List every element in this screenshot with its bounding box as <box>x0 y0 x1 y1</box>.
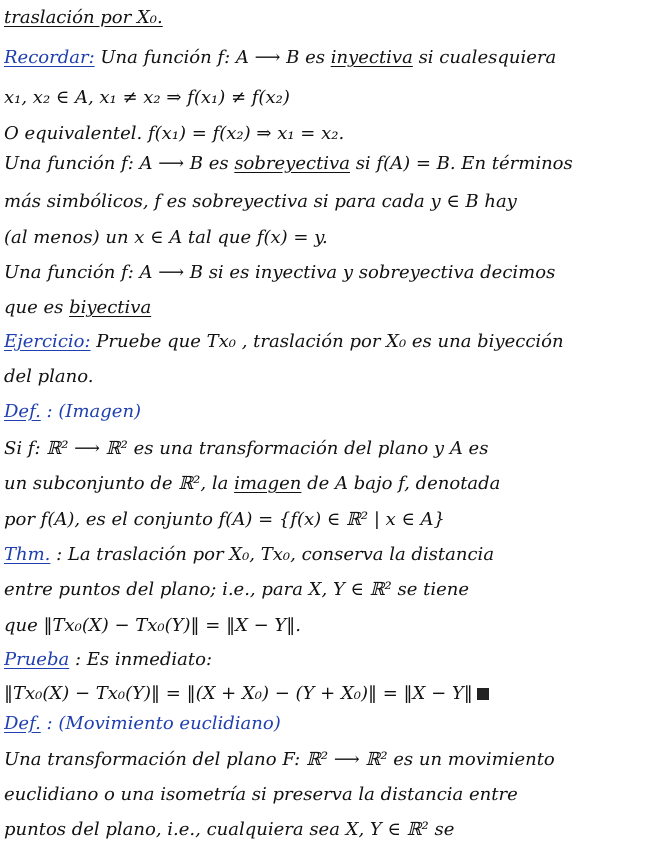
imagen-term: imagen <box>234 473 302 494</box>
thm-line: Thm. : La traslación por X₀, Tx₀, conserva la distancia <box>4 544 495 565</box>
line-23: euclidiano o una isometría si preserva la distancia entre <box>4 784 518 805</box>
ejercicio-line: Ejercicio: Pruebe que Tx₀ , traslación por X₀ es una biyección <box>4 331 564 352</box>
def-imagen-heading: Def. : (Imagen) <box>4 401 142 422</box>
thm-label: Thm. <box>4 544 51 565</box>
qed-mark <box>477 688 489 700</box>
imagen-line: un subconjunto de ℝ², la imagen de A bajo f, denotada <box>4 473 501 494</box>
biyectiva-term: biyectiva <box>69 297 152 318</box>
prueba-label: Prueba <box>4 649 70 670</box>
line-7: (al menos) un x ∈ A tal que f(x) = y. <box>4 227 328 248</box>
line-8: Una función f: A ⟶ B si es inyectiva y sobreyectiva decimos <box>4 262 556 283</box>
sobreyectiva-term: sobreyectiva <box>234 153 350 174</box>
ejercicio-label: Ejercicio: <box>4 331 91 352</box>
line-1: traslación por X₀. <box>4 7 163 28</box>
line-24: puntos del plano, i.e., cualquiera sea X, Y ∈ ℝ² se <box>4 819 455 840</box>
recordar-line: Recordar: Una función f: A ⟶ B es inyectiva si cualesquiera <box>4 47 557 68</box>
line-15: por f(A), es el conjunto f(A) = {f(x) ∈ ℝ² | x ∈ A} <box>4 509 446 530</box>
line-13: Si f: ℝ² ⟶ ℝ² es una transformación del plano y A es <box>4 438 489 459</box>
line-17: entre puntos del plano; i.e., para X, Y ∈ ℝ² se tiene <box>4 579 469 600</box>
prueba-line: Prueba : Es inmediato: <box>4 649 213 670</box>
line-22: Una transformación del plano F: ℝ² ⟶ ℝ² es un movimiento <box>4 749 555 770</box>
line-3: x₁, x₂ ∈ A, x₁ ≠ x₂ ⇒ f(x₁) ≠ f(x₂) <box>4 87 290 108</box>
line-18: que ‖Tx₀(X) − Tx₀(Y)‖ = ‖X − Y‖. <box>4 615 302 636</box>
line-4: O equivalentel. f(x₁) = f(x₂) ⇒ x₁ = x₂. <box>4 123 345 144</box>
line-11: del plano. <box>4 366 94 387</box>
biyectiva-line: que es biyectiva <box>4 297 152 318</box>
inyectiva-term: inyectiva <box>330 47 413 68</box>
line-6: más simbólicos, f es sobreyectiva si para cada y ∈ B hay <box>4 191 517 212</box>
def-movimiento-heading: Def. : (Movimiento euclidiano) <box>4 713 281 734</box>
recordar-label: Recordar: <box>4 47 95 68</box>
proof-equation: ‖Tx₀(X) − Tx₀(Y)‖ = ‖(X + X₀) − (Y + X₀)‖ = ‖X − Y‖ <box>4 682 651 706</box>
sobreyectiva-line: Una función f: A ⟶ B es sobreyectiva si f(A) = B. En términos <box>4 153 573 174</box>
